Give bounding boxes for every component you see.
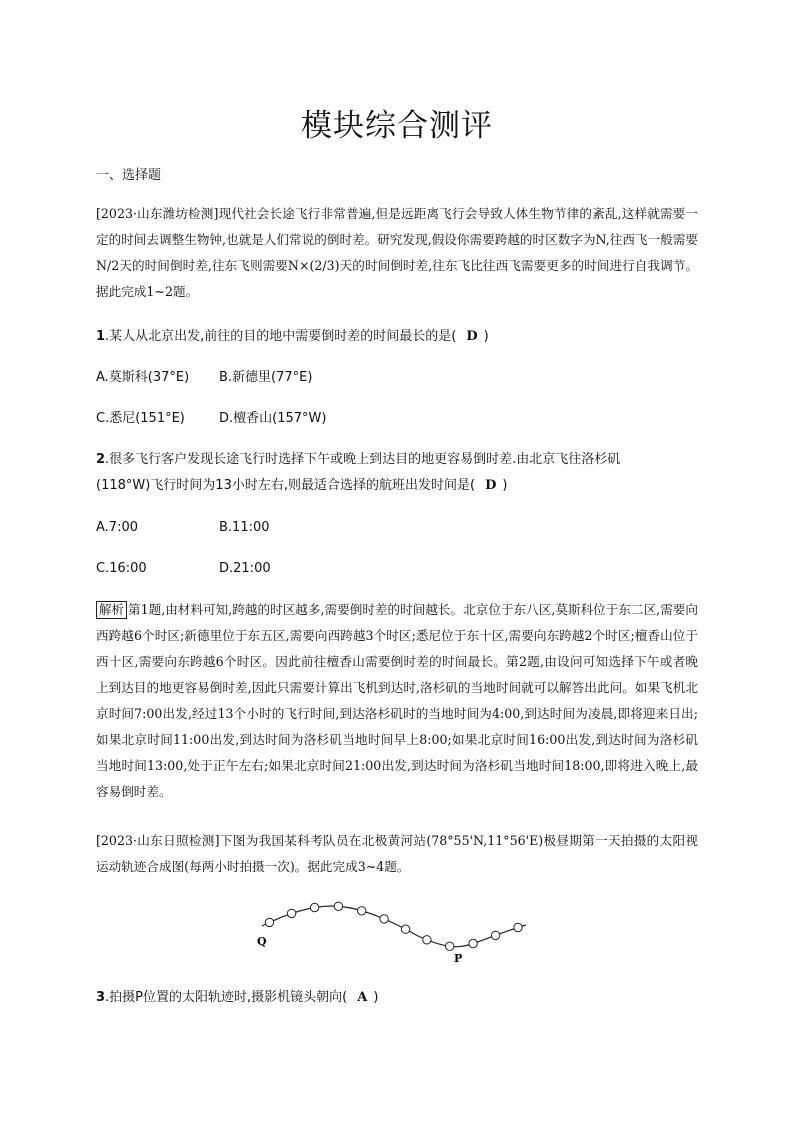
sun-position-point — [491, 931, 499, 939]
option-b: B.新德里(77°E) — [219, 370, 313, 385]
page-title: 模块综合测评 — [301, 108, 493, 144]
sun-path-curve — [262, 906, 526, 947]
sun-position-point — [380, 915, 388, 923]
question-text: .某人从北京出发,前往的目的地中需要倒时差的时间最长的是( — [105, 329, 457, 344]
question-2 — [96, 447, 706, 499]
analysis-text: 第1题,由材料可知,跨越的时区越多,需要倒时差的时间越长。北京位于东八区,莫斯科位于东二区,需要向西跨越6个时区;新德里位于东五区,需要向西跨越3个时区;悉尼位于东十区,需要向东跨越2个时区;檀香山位于西十区,需要向东跨越6个时区。因此前往檀香山需要倒时差的时间最长。第2题,由设问可知选择下午或者晚上到达目的地更容易倒时差,因此只需要计算出飞机到达时,洛杉矶的当地时间就可以解答出此问。如果飞机北京时间7:00出发,经过13个小时的飞行时间,到达洛杉矶时的当地时间为4:00,到达时间为凌晨,即将迎来日出;如果北京时间11:00出发,到达时间为洛杉矶当地时间早上8:00;如果北京时间16:00出发,到达时间为洛杉矶当地时间13:00,处于正午左右;如果北京时间21:00出发,到达时间为洛杉矶当地时间18:00,即将进入晚上,最容易倒时差。 — [96, 602, 698, 799]
sun-position-point — [287, 909, 295, 917]
question-text: .拍摄P位置的太阳轨迹时,摄影机镜头朝向( — [105, 990, 348, 1005]
question-1 — [96, 324, 706, 350]
sun-position-point — [469, 939, 477, 947]
intro-passage-2: [2023·山东日照检测]下图为我国某科考队员在北极黄河站(78°55'N,11°56'E)极昼期第一天拍摄的太阳视运动轨迹合成图(每两小时拍摄一次)。据此完成3~4题。 — [96, 833, 698, 874]
section-heading: 一、选择题 — [96, 168, 162, 183]
question-number: 2 — [96, 452, 106, 467]
question-number: 3 — [96, 990, 106, 1005]
question-number: 1 — [96, 329, 106, 344]
question-text-line-2: (118°W)飞行时间为13小时左右,则最适合选择的航班出发时间是( — [96, 478, 476, 493]
answer-letter: D — [466, 329, 478, 344]
option-b: B.11:00 — [219, 520, 270, 535]
sun-position-point — [265, 918, 273, 926]
paren-close: ) — [483, 329, 489, 344]
answer-letter: D — [485, 478, 497, 493]
paren-close: ) — [502, 478, 508, 493]
analysis-block — [96, 597, 698, 805]
question-3 — [96, 985, 706, 1011]
label-q: Q — [257, 935, 267, 948]
sun-position-point — [423, 936, 431, 944]
intro-passage-1: [2023·山东潍坊检测]现代社会长途飞行非常普遍,但是远距离飞行会导致人体生物节律的紊乱,这样就需要一定的时间去调整生物钟,也就是人们常说的倒时差。研究发现,假设你需要跨越的时区数字为N,往西飞一般需要N/2天的时间倒时差,往东飞则需要N×(2/3)天的时间倒时差,往东飞比往西飞需要更多的时间进行自我调节。据此完成1~2题。 — [96, 206, 698, 299]
analysis-tag: 解析 — [96, 601, 127, 619]
answer-letter: A — [357, 990, 368, 1005]
sun-trajectory-figure — [250, 898, 540, 968]
sun-position-point — [401, 925, 409, 933]
option-a: A.莫斯科(37°E) — [96, 370, 190, 385]
sun-position-point — [358, 907, 366, 915]
sun-position-point — [514, 923, 522, 931]
option-c: C.16:00 — [96, 561, 147, 576]
option-d: D.檀香山(157°W) — [219, 411, 327, 426]
sun-position-point — [310, 903, 318, 911]
sun-position-point — [446, 942, 454, 950]
sun-position-point — [334, 902, 342, 910]
option-a: A.7:00 — [96, 520, 138, 535]
option-c: C.悉尼(151°E) — [96, 411, 185, 426]
question-text-line-1: .很多飞行客户发现长途飞行时选择下午或晚上到达目的地更容易倒时差.由北京飞往洛杉矶 — [105, 452, 621, 467]
option-d: D.21:00 — [219, 561, 271, 576]
label-p: P — [454, 952, 463, 965]
paren-close: ) — [373, 990, 379, 1005]
